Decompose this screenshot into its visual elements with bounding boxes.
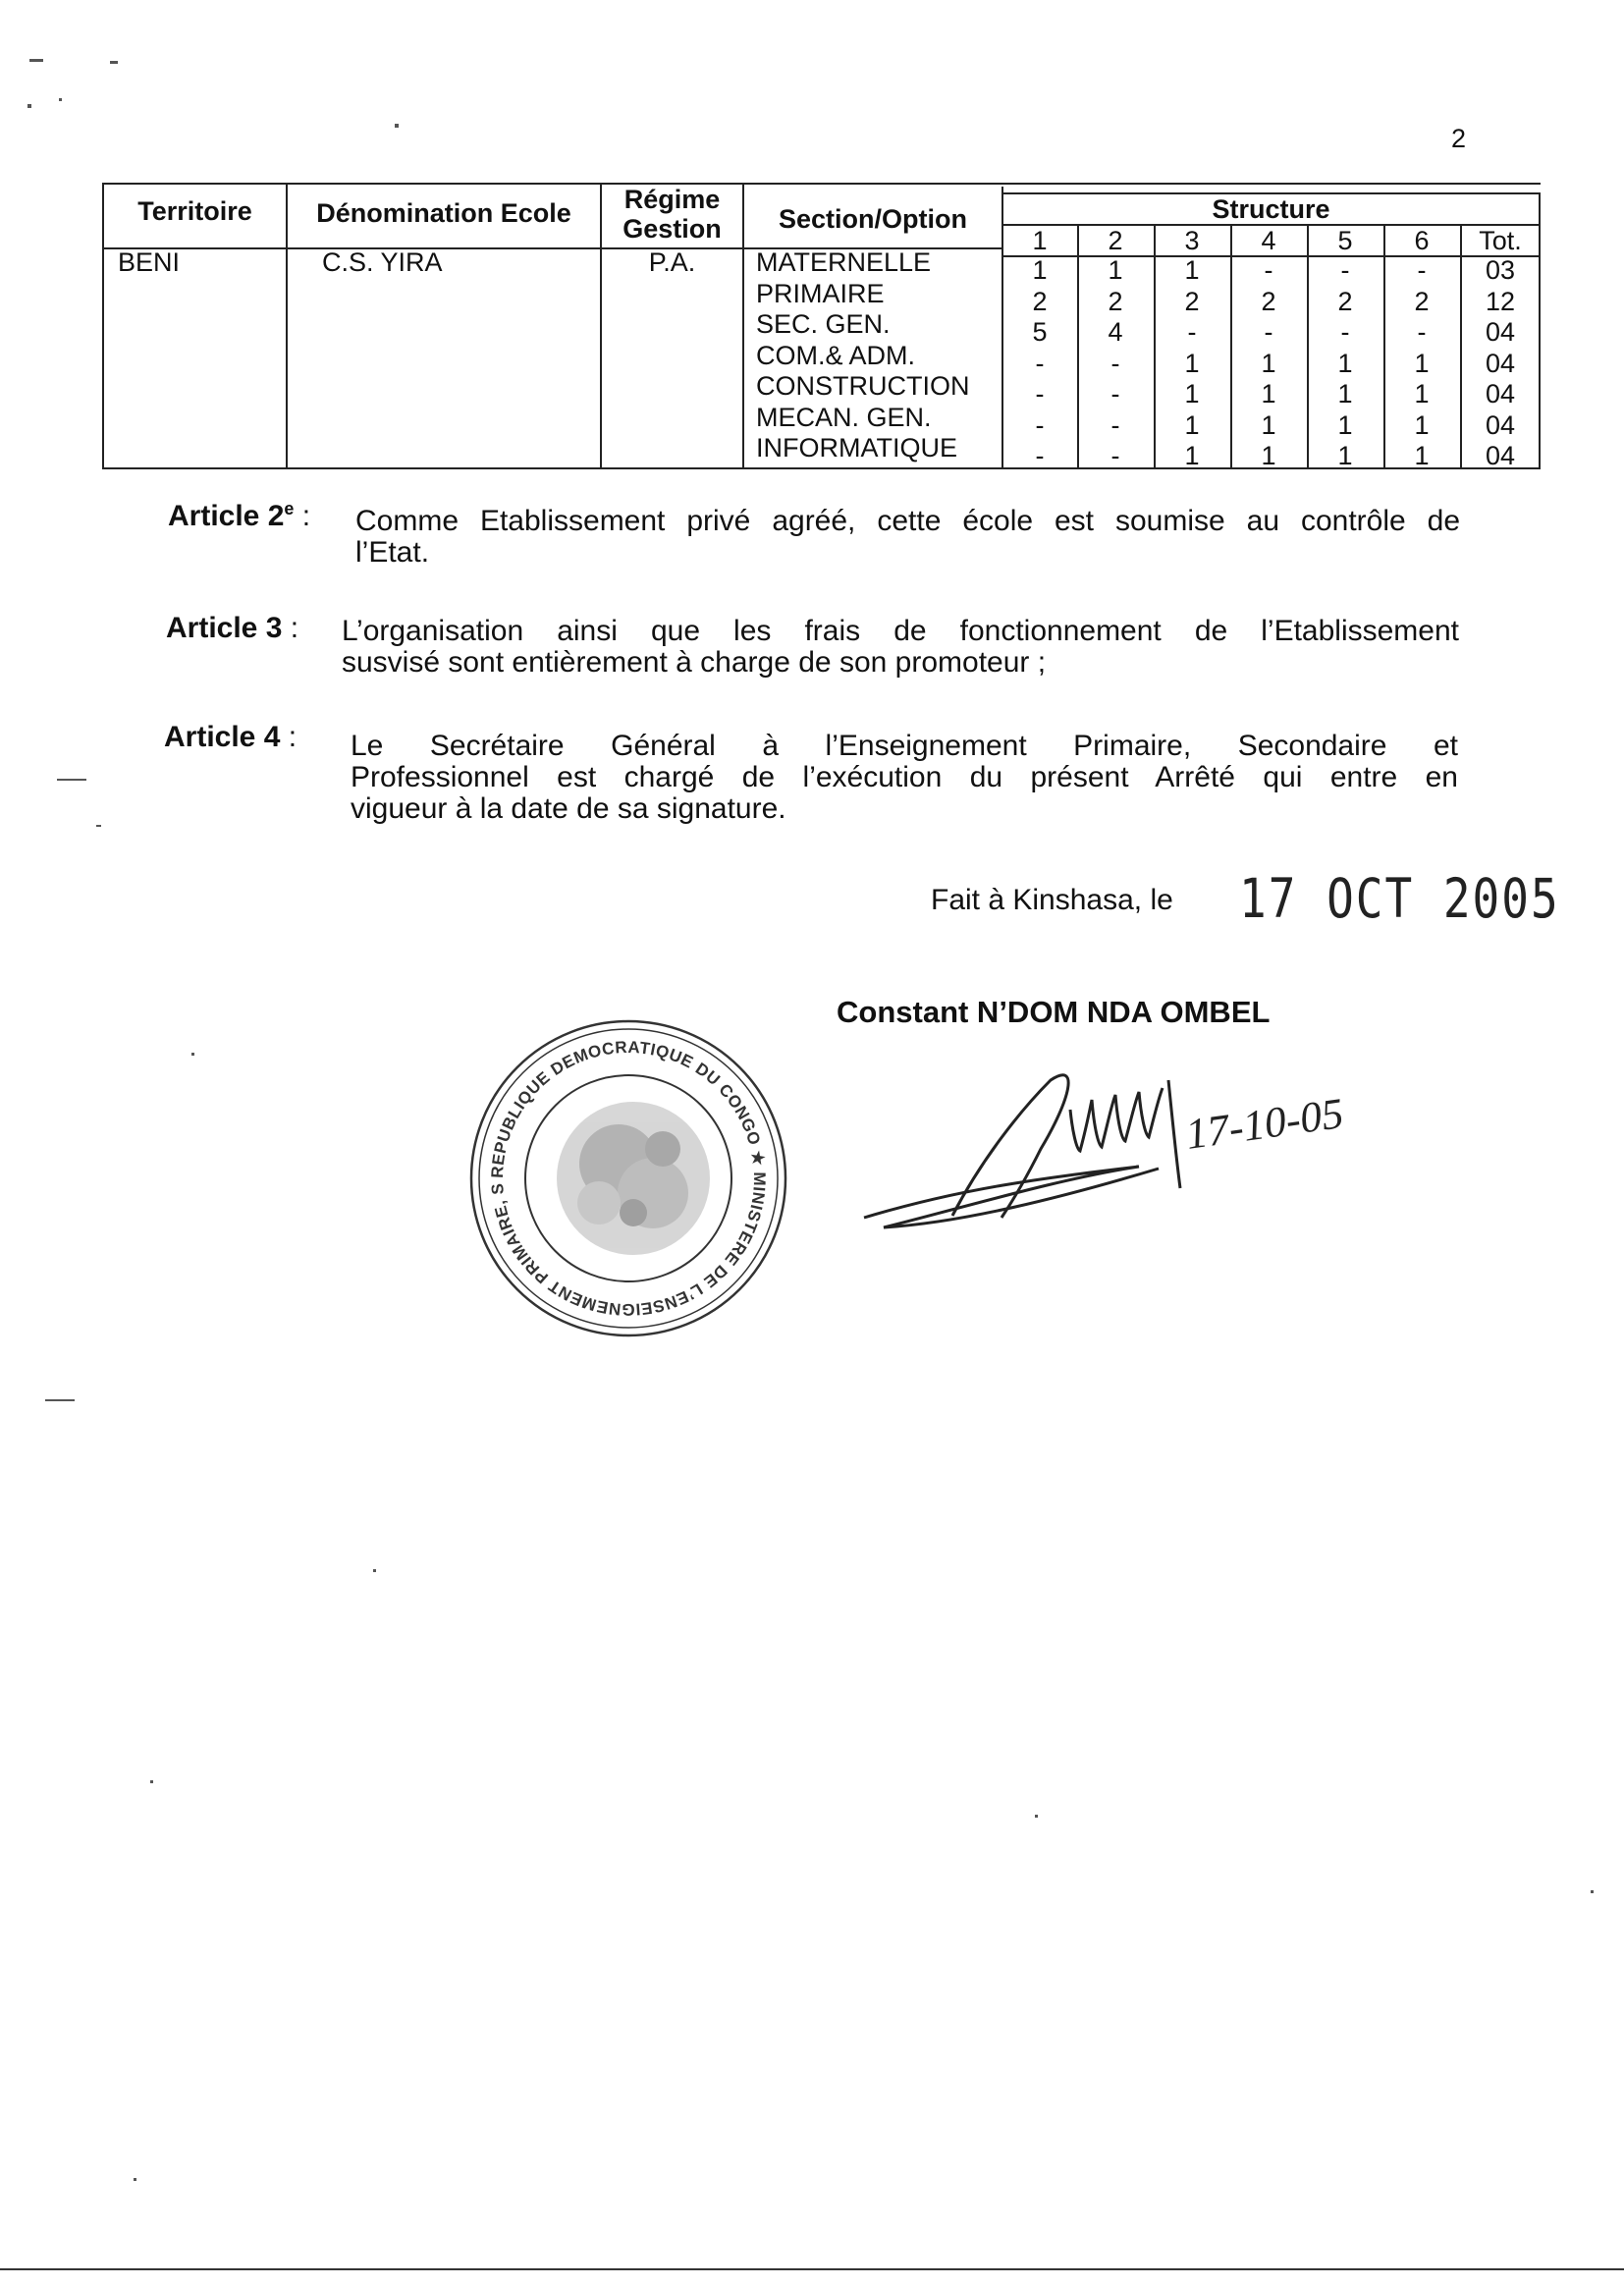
structure-value: 1 — [1261, 379, 1276, 408]
structure-value: 1 — [1184, 255, 1200, 285]
structure-value: 1 — [1261, 348, 1276, 378]
structure-value: 1 — [1337, 348, 1353, 378]
year-header-1: 1 — [1032, 226, 1048, 255]
structure-value: - — [1110, 409, 1120, 440]
year-header-4: 4 — [1261, 226, 1276, 255]
cell-ecole: C.S. YIRA — [322, 247, 443, 277]
structure-value: 4 — [1108, 317, 1123, 347]
structure-value: 1 — [1337, 409, 1353, 440]
structure-value: 1 — [1184, 409, 1200, 440]
year-header-5: 5 — [1337, 226, 1353, 255]
structure-value: - — [1417, 317, 1427, 347]
structure-value: 04 — [1485, 441, 1516, 470]
structure-value: - — [1187, 317, 1197, 347]
official-seal — [452, 1002, 805, 1360]
section-name: MATERNELLE — [756, 247, 932, 277]
article-label-2: Article 2e : — [168, 499, 311, 532]
structure-value: - — [1264, 317, 1273, 347]
article-label-3: Article 3 : — [166, 612, 299, 644]
structure-value: 2 — [1032, 286, 1048, 316]
structure-value: 1 — [1414, 379, 1430, 408]
structure-value: - — [1264, 255, 1273, 285]
structure-value: - — [1035, 348, 1045, 378]
structure-value: 2 — [1184, 286, 1200, 316]
header-section: Section/Option — [779, 204, 967, 234]
structure-value: 2 — [1337, 286, 1353, 316]
structure-value: 03 — [1485, 255, 1516, 285]
structure-value: - — [1340, 255, 1350, 285]
structure-value: 2 — [1414, 286, 1430, 316]
stamp-date: 17 OCT 2005 — [1239, 866, 1560, 931]
article-3-line: L’organisation ainsi que les frais de fonctionnement de l’Etablissement — [342, 615, 1459, 647]
structure-value: 04 — [1485, 379, 1516, 408]
structure-value: - — [1110, 379, 1120, 408]
article-4-line: Le Secrétaire Général à l’Enseignement Primaire, Secondaire et — [351, 730, 1458, 762]
structure-value: 1 — [1414, 409, 1430, 440]
bottom-rule — [0, 2268, 1624, 2270]
page-number: 2 — [1451, 124, 1467, 153]
header-denomination: Dénomination Ecole — [316, 198, 571, 228]
structure-value: 04 — [1485, 348, 1516, 378]
structure-value: 1 — [1184, 348, 1200, 378]
header-gestion: Gestion — [623, 214, 722, 244]
structure-value: 1 — [1414, 441, 1430, 470]
cell-territoire: BENI — [118, 247, 181, 277]
structure-value: 1 — [1337, 379, 1353, 408]
signatory-name: Constant N’DOM NDA OMBEL — [837, 995, 1271, 1029]
year-header-7: Tot. — [1479, 226, 1522, 255]
seal-text: REPUBLIQUE DEMOCRATIQUE DU CONGO ★ MINISTERE DE L’ENSEIGNEMENT PRIMAIRE, S — [487, 1037, 770, 1320]
structure-value: 1 — [1337, 441, 1353, 470]
structure-value: - — [1035, 441, 1045, 470]
article-2-line: Comme Etablissement privé agréé, cette école est soumise au contrôle de — [355, 505, 1460, 537]
year-header-6: 6 — [1414, 226, 1430, 255]
school-structure-table — [102, 183, 1541, 469]
structure-value: 1 — [1108, 255, 1123, 285]
structure-value: 1 — [1261, 409, 1276, 440]
section-name: SEC. GEN. — [756, 309, 891, 339]
structure-value: 1 — [1261, 441, 1276, 470]
structure-value: 1 — [1184, 379, 1200, 408]
structure-value: 5 — [1032, 317, 1048, 347]
article-2-line: l’Etat. — [355, 536, 430, 569]
year-header-3: 3 — [1184, 226, 1200, 255]
structure-value: - — [1110, 348, 1120, 378]
structure-value: - — [1035, 379, 1045, 408]
structure-value: 1 — [1414, 348, 1430, 378]
structure-value: 04 — [1485, 409, 1516, 440]
structure-value: 1 — [1032, 255, 1048, 285]
structure-value: 2 — [1108, 286, 1123, 316]
header-regime: Régime — [623, 185, 721, 214]
article-label-4: Article 4 : — [164, 721, 298, 753]
structure-value: 1 — [1184, 441, 1200, 470]
structure-value: - — [1340, 317, 1350, 347]
section-name: INFORMATIQUE — [756, 433, 957, 463]
section-name: MECAN. GEN. — [756, 402, 932, 432]
article-3-line: susvisé sont entièrement à charge de son promoteur ; — [342, 646, 1047, 679]
section-name: CONSTRUCTION — [756, 371, 970, 401]
year-header-2: 2 — [1108, 226, 1123, 255]
section-name: PRIMAIRE — [756, 278, 885, 308]
structure-value: 2 — [1261, 286, 1276, 316]
structure-value: - — [1035, 409, 1045, 440]
section-name: COM.& ADM. — [756, 340, 916, 370]
handwritten-signature — [844, 1041, 1394, 1262]
cell-regime: P.A. — [648, 247, 696, 277]
signature-date: 17-10-05 — [1182, 1088, 1347, 1159]
structure-value: - — [1417, 255, 1427, 285]
header-structure: Structure — [1212, 194, 1330, 224]
structure-value: - — [1110, 441, 1120, 470]
place-date: Fait à Kinshasa, le — [931, 884, 1173, 916]
article-4-line: Professionnel est chargé de l’exécution du présent Arrêté qui entre en — [351, 761, 1458, 793]
structure-value: 12 — [1485, 286, 1516, 316]
structure-value: 04 — [1485, 317, 1516, 347]
header-territoire: Territoire — [137, 196, 252, 226]
article-4-line: vigueur à la date de sa signature. — [351, 792, 786, 825]
